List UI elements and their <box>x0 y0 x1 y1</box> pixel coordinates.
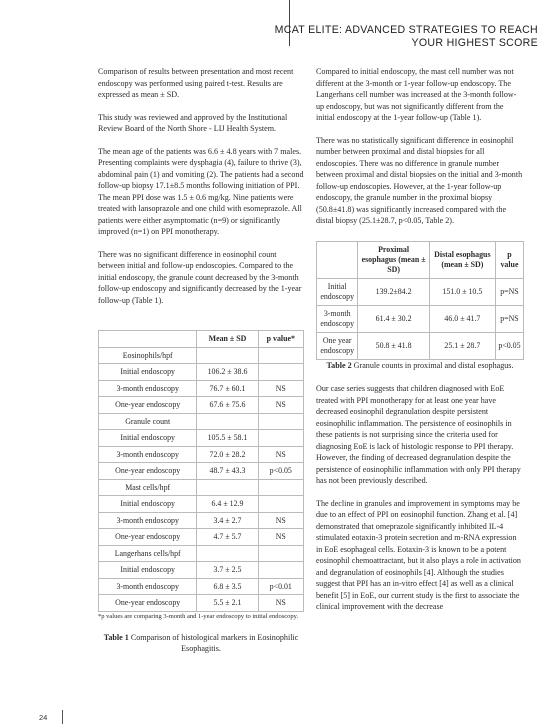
table-cell: Langerhans cells/hpf <box>99 545 197 562</box>
table-row <box>99 496 304 513</box>
table-cell: 76.7 ± 60.1 <box>197 380 258 397</box>
table-cell <box>258 545 303 562</box>
table-cell <box>197 413 258 430</box>
table-cell: One-year endoscopy <box>99 595 197 612</box>
table-cell: 3-month endoscopy <box>99 578 197 595</box>
paragraph: Comparison of results between presentation and most recent endoscopy was performed using paired t-test. Results are expressed as mean ± SD. <box>98 67 294 99</box>
table-cell: NS <box>258 529 303 546</box>
table-cell: p=NS <box>495 278 523 305</box>
table-cell: 105.5 ± 58.1 <box>197 430 258 447</box>
table-cell: 139.2±84.2 <box>358 278 429 305</box>
table-cell: 106.2 ± 38.6 <box>197 364 258 381</box>
table-cell <box>258 496 303 513</box>
table-row <box>99 562 304 579</box>
paragraph: This study was reviewed and approved by the Institutional Review Board of the North Shore - LIJ Health System. <box>98 112 288 133</box>
table-cell: 3.4 ± 2.7 <box>197 512 258 529</box>
right-column <box>316 66 524 624</box>
table-cell: 3-month endoscopy <box>99 512 197 529</box>
table-cell: One-year endoscopy <box>99 397 197 414</box>
table-cell: 50.8 ± 41.8 <box>358 332 429 359</box>
table-cell: Granule count <box>99 413 197 430</box>
table-cell <box>258 479 303 496</box>
paragraph: The decline in granules and improvement in symptoms may be due to an effect of PPI on eosinophil function. Zhang et al. [4] demonstrated that omeprazole significantly inhibited IL-4 stimulated eotaxin-3 protein secretion and m-RNA expression in EoE esophageal cells. Eotaxin-3 is known to be a potent eosinophil chemoattractant, but it also plays a role in activation and degranulation of eosinophils [4]. Although the studies suggest that PPI has an in-vitro effect [4] as well as a clinical benefit [5] in EoE, our current study is the first to associate the clinical improvement with the decrease <box>316 498 521 611</box>
table-cell: 61.4 ± 30.2 <box>358 305 429 332</box>
table-cell <box>197 479 258 496</box>
paragraph: Compared to initial endoscopy, the mast cell number was not different at the 3-month or 1-year follow-up endoscopy. The Langerhans cell number was increased at the 3-month follow-up endoscopy, but was not significantly different from the initial endoscopy at the 1-year follow-up (Table 1). <box>316 67 517 122</box>
table-cell: 3-month endoscopy <box>99 380 197 397</box>
table-cell <box>258 562 303 579</box>
table-row <box>317 332 524 359</box>
caption-label: Table 1 <box>103 632 129 642</box>
table-cell <box>258 364 303 381</box>
table-header-cell: p value* <box>258 331 303 348</box>
table-1-footnote: *p values are comparing 3-month and 1-year endoscopy to initial endoscopy. <box>98 612 299 620</box>
table-cell: p<0.05 <box>258 463 303 480</box>
table-header-cell: p value <box>495 241 523 278</box>
table-cell: p<0.01 <box>258 578 303 595</box>
table-2-caption <box>316 360 524 372</box>
table-cell: 3.7 ± 2.5 <box>197 562 258 579</box>
left-column <box>98 66 304 666</box>
table-cell: NS <box>258 595 303 612</box>
table-cell: 67.6 ± 75.6 <box>197 397 258 414</box>
table-cell <box>258 413 303 430</box>
table-row <box>99 578 304 595</box>
table-cell: One-year endoscopy <box>99 529 197 546</box>
table-row <box>99 413 304 430</box>
table-cell: Initial endoscopy <box>99 496 197 513</box>
paragraph: The mean age of the patients was 6.6 ± 4.8 years with 7 males. Presenting complaints were dysphagia (4), failure to thrive (3), abdominal pain (1) and vomiting (2). The patients had a second follow-up biopsy 17.1±8.5 months following initiation of PPI. The mean PPI dose was 1.5 ± 0.6 mg/kg. Nine patients were treated with lansoprazole and one child with esomeprazole. All patients were either asymptomatic (n=9) or significantly improved (n=1) on PPI monotherapy. <box>98 146 304 236</box>
table-2 <box>316 241 524 360</box>
table-cell: 46.0 ± 41.7 <box>429 305 495 332</box>
paragraph: There was no statistically significant difference in eosinophil number between proximal and distal biopsies for all endoscopies. There was no difference in granule number between proximal and distal biopsies on the initial and 3-month follow-up endoscopies. However, at the 1-year follow-up endoscopy, the granule number in the proximal biopsy (50.8±41.8) was significantly increased compared with the distal biopsy (25.1±28.7, p<0.05, Table 2). <box>316 135 523 225</box>
table-cell <box>258 347 303 364</box>
table-header-row <box>317 241 524 278</box>
table-row <box>317 305 524 332</box>
table-1-caption <box>98 632 304 655</box>
table-row <box>99 347 304 364</box>
table-cell: Initial endoscopy <box>317 278 358 305</box>
table-cell: 72.0 ± 28.2 <box>197 446 258 463</box>
table-cell: NS <box>258 512 303 529</box>
table-cell: Mast cells/hpf <box>99 479 197 496</box>
table-row <box>99 545 304 562</box>
table-cell: 3-month endoscopy <box>317 305 358 332</box>
caption-text: Granule counts in proximal and distal esophagus. <box>351 360 514 370</box>
table-header-cell: Mean ± SD <box>197 331 258 348</box>
running-header <box>275 24 538 50</box>
table-cell: One year endoscopy <box>317 332 358 359</box>
table-cell: NS <box>258 397 303 414</box>
table-row <box>99 380 304 397</box>
running-header-line2: YOUR HIGHEST SCORE <box>411 37 538 49</box>
table-row <box>99 479 304 496</box>
table-cell: Initial endoscopy <box>99 562 197 579</box>
table-cell <box>197 347 258 364</box>
table-cell: 48.7 ± 43.3 <box>197 463 258 480</box>
table-row <box>99 463 304 480</box>
table-cell: 151.0 ± 10.5 <box>429 278 495 305</box>
paragraph: There was no significant difference in eosinophil count between initial and follow-up endoscopies. Compared to the initial endoscopy, the granule count decreased by the 3-month follow-up endoscopy and significantly decreased by the 1-year follow-up (Table 1). <box>98 249 302 305</box>
table-row <box>99 595 304 612</box>
table-row <box>99 430 304 447</box>
table-1 <box>98 330 304 612</box>
table-header-cell: Proximal esophagus (mean ± SD) <box>358 241 429 278</box>
table-cell: 4.7 ± 5.7 <box>197 529 258 546</box>
table-row <box>317 278 524 305</box>
table-header-cell: Distal esophagus (mean ± SD) <box>429 241 495 278</box>
caption-text: Comparison of histological markers in Eosinophilic Esophagitis. <box>128 632 299 653</box>
table-cell: 6.4 ± 12.9 <box>197 496 258 513</box>
table-cell: 25.1 ± 28.7 <box>429 332 495 359</box>
table-cell: Eosinophils/hpf <box>99 347 197 364</box>
table-row <box>99 364 304 381</box>
table-row <box>99 529 304 546</box>
table-cell: Initial endoscopy <box>99 364 197 381</box>
table-cell: p<0.05 <box>495 332 523 359</box>
table-row <box>99 512 304 529</box>
table-cell: NS <box>258 380 303 397</box>
table-header-row <box>99 331 304 348</box>
table-cell: Initial endoscopy <box>99 430 197 447</box>
table-cell: p=NS <box>495 305 523 332</box>
table-header-cell <box>99 331 197 348</box>
page-number-divider <box>62 710 63 724</box>
table-cell: One-year endoscopy <box>99 463 197 480</box>
table-header-cell <box>317 241 358 278</box>
page-number: 24 <box>39 713 48 722</box>
table-row <box>99 397 304 414</box>
table-cell: NS <box>258 446 303 463</box>
table-cell <box>258 430 303 447</box>
table-cell: 3-month endoscopy <box>99 446 197 463</box>
caption-label: Table 2 <box>326 360 352 370</box>
table-cell: 5.5 ± 2.1 <box>197 595 258 612</box>
running-header-line1: MCAT ELITE: ADVANCED STRATEGIES TO REACH <box>274 24 538 36</box>
paragraph: Our case series suggests that children diagnosed with EoE treated with PPI monotherapy for at least one year have decreased eosinophil degranulation despite persistent eosinophilic inflammation. The persistence of eosinophils in these patients is not surprising since the criteria used for diagnosing EoE is lack of histologic response to PPI therapy. However, the finding of decreased degranulation despite the persistence of eosinophilic inflammation with only PPI therapy has not been previously described. <box>316 384 521 485</box>
table-cell: 6.8 ± 3.5 <box>197 578 258 595</box>
table-row <box>99 446 304 463</box>
table-cell <box>197 545 258 562</box>
